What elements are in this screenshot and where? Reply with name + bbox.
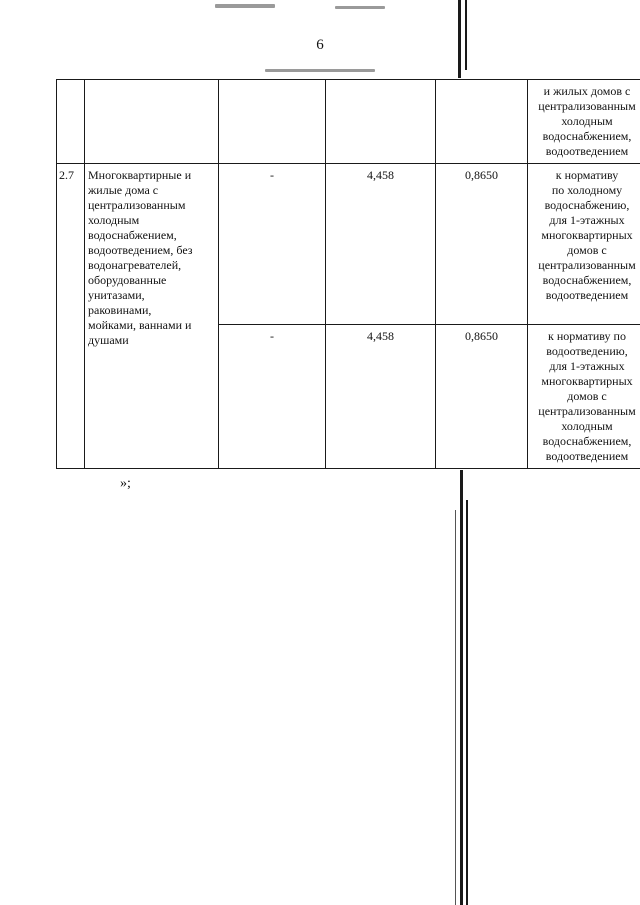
row-number: 2.7 xyxy=(57,164,85,469)
scan-binding-line xyxy=(455,510,456,905)
table-cell: 4,458 xyxy=(326,164,436,325)
page-number: 6 xyxy=(316,37,324,53)
tariff-table xyxy=(56,79,640,469)
scan-binding-line xyxy=(466,500,468,905)
scan-binding-line xyxy=(465,0,467,70)
table-cell: 4,458 xyxy=(326,325,436,469)
scan-speck xyxy=(215,4,275,8)
table-cell-note: к нормативу по водоотведению, для 1-этажных многоквартирных домов с централизованным холодным водоснабжением, водоотведением xyxy=(528,325,640,469)
table-cell xyxy=(85,80,219,164)
scan-speck xyxy=(265,69,375,72)
table-cell: - xyxy=(219,325,326,469)
table-cell xyxy=(219,80,326,164)
table-row xyxy=(57,80,640,164)
scan-speck xyxy=(335,6,385,9)
table-cell: 0,8650 xyxy=(436,325,528,469)
table-cell-note: к нормативу по холодному водоснабжению, для 1-этажных многоквартирных домов с централизованным водоснабжением, водоотведением xyxy=(528,164,640,325)
row-name: Многоквартирные и жилые дома с централизованным холодным водоснабжением, водоотведением, без водонагревателей, оборудованные унитазами, раковинами, мойками, ваннами и душами xyxy=(85,164,219,469)
scan-binding-line xyxy=(460,470,463,905)
table-row xyxy=(57,164,640,325)
table-cell xyxy=(57,80,85,164)
table-cell: 0,8650 xyxy=(436,164,528,325)
closing-quote-mark: »; xyxy=(120,476,131,491)
table-cell-note: и жилых домов с централизованным холодным водоснабжением, водоотведением xyxy=(528,80,640,164)
table-cell xyxy=(436,80,528,164)
table-cell: - xyxy=(219,164,326,325)
table-cell xyxy=(326,80,436,164)
